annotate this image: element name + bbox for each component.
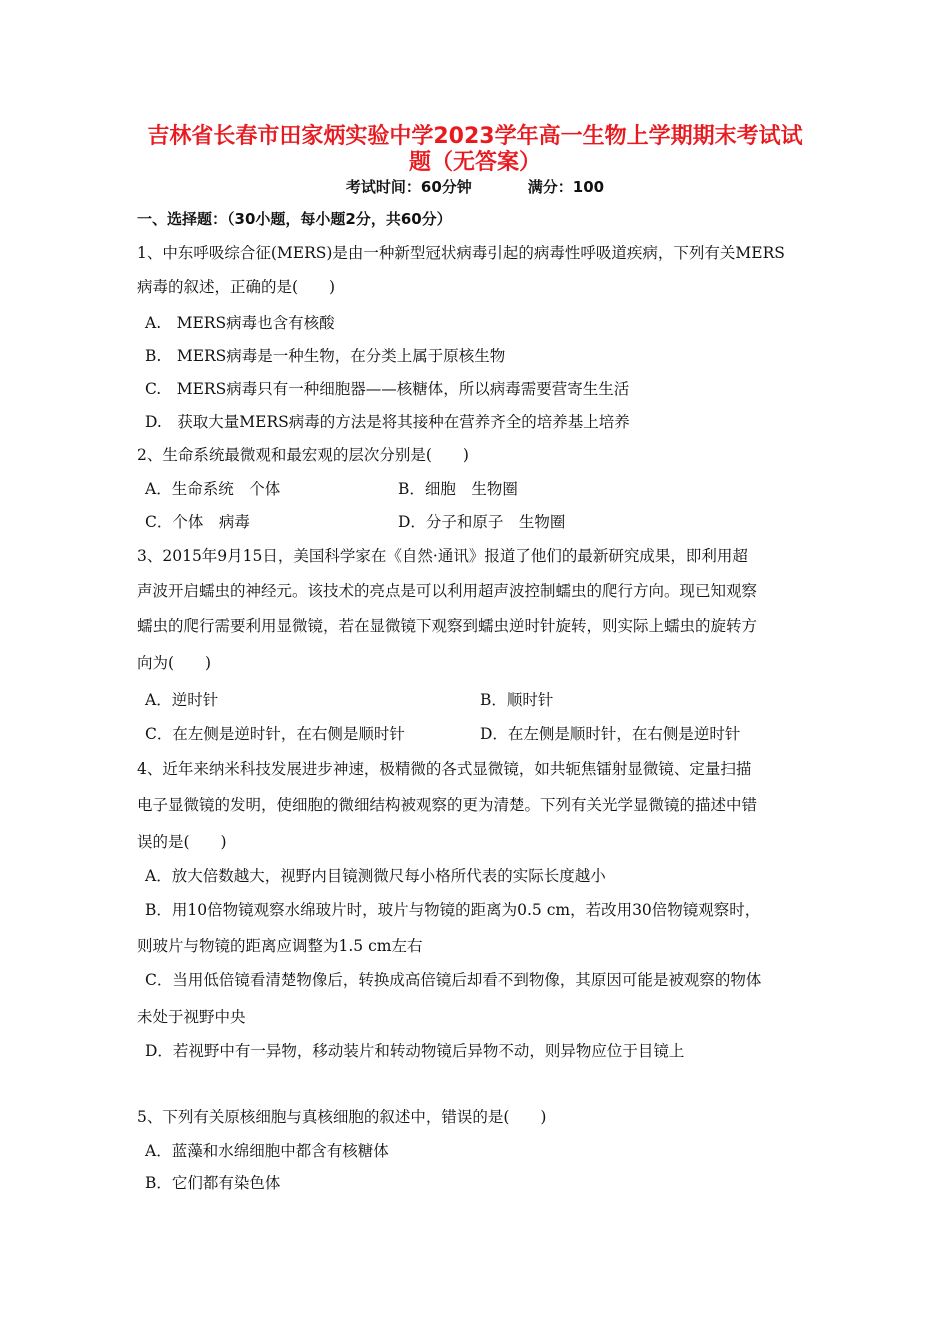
q2-option-c: C．个体 病毒 bbox=[145, 513, 250, 531]
q3-option-b: B．顺时针 bbox=[480, 691, 554, 709]
q3-stem-line1: 3、2015年9月15日，美国科学家在《自然·通讯》报道了他们的最新研究成果，即利用超 bbox=[137, 547, 748, 565]
q3-stem-line2: 声波开启蠕虫的神经元。该技术的亮点是可以利用超声波控制蠕虫的爬行方向。现已知观察 bbox=[137, 582, 758, 600]
q3-option-d: D．在左侧是顺时针，在右侧是逆时针 bbox=[480, 725, 741, 743]
q1-option-a: A. MERS病毒也含有核酸 bbox=[145, 314, 335, 332]
q4-option-a: A．放大倍数越大，视野内目镜测微尺每小格所代表的实际长度越小 bbox=[145, 867, 606, 885]
q2-option-d: D．分子和原子 生物圈 bbox=[398, 513, 566, 531]
q4-option-d: D．若视野中有一异物，移动装片和转动物镜后异物不动，则异物应位于目镜上 bbox=[145, 1042, 685, 1060]
q3-option-a: A．逆时针 bbox=[145, 691, 219, 709]
exam-title-line2: 题（无答案） bbox=[408, 150, 541, 175]
q4-option-b-line1: B．用10倍物镜观察水绵玻片时，玻片与物镜的距离为0.5 cm，若改用30倍物镜观察时， bbox=[145, 901, 761, 919]
q5-option-b: B．它们都有染色体 bbox=[145, 1174, 281, 1192]
q1-option-b: B. MERS病毒是一种生物，在分类上属于原核生物 bbox=[145, 347, 506, 365]
q1-option-d: D. 获取大量MERS病毒的方法是将其接种在营养齐全的培养基上培养 bbox=[145, 413, 630, 431]
q2-option-a: A．生命系统 个体 bbox=[145, 480, 281, 498]
q2-option-b: B．细胞 生物圈 bbox=[398, 480, 518, 498]
exam-time: 考试时间：60分钟 bbox=[345, 178, 472, 196]
exam-title-line1: 吉林省长春市田家炳实验中学2023学年高一生物上学期期末考试试 bbox=[147, 124, 803, 149]
q4-option-b-line2: 则玻片与物镜的距离应调整为1.5 cm左右 bbox=[137, 937, 423, 955]
q1-stem-line1: 1、中东呼吸综合征(MERS)是由一种新型冠状病毒引起的病毒性呼吸道疾病，下列有关MERS bbox=[137, 244, 785, 262]
full-score: 满分：100 bbox=[527, 178, 605, 196]
section-heading: 一、选择题：（30小题，每小题2分，共60分） bbox=[137, 210, 452, 228]
q5-stem: 5、下列有关原核细胞与真核细胞的叙述中，错误的是( ) bbox=[137, 1108, 547, 1126]
q4-stem-line2: 电子显微镜的发明，使细胞的微细结构被观察的更为清楚。下列有关光学显微镜的描述中错 bbox=[137, 796, 758, 814]
q2-stem: 2、生命系统最微观和最宏观的层次分别是( ) bbox=[137, 446, 469, 464]
q5-option-a: A．蓝藻和水绵细胞中都含有核糖体 bbox=[145, 1142, 389, 1160]
q3-option-c: C．在左侧是逆时针，在右侧是顺时针 bbox=[145, 725, 405, 743]
q3-stem-line4: 向为( ) bbox=[137, 654, 212, 672]
exam-info bbox=[0, 176, 950, 197]
q3-stem-line3: 蠕虫的爬行需要利用显微镜，若在显微镜下观察到蠕虫逆时针旋转，则实际上蠕虫的旋转方 bbox=[137, 617, 758, 635]
q1-stem-line2: 病毒的叙述，正确的是( ) bbox=[137, 278, 336, 296]
q4-option-c-line1: C．当用低倍镜看清楚物像后，转换成高倍镜后却看不到物像，其原因可能是被观察的物体 bbox=[145, 971, 762, 989]
q4-stem-line3: 误的是( ) bbox=[137, 833, 227, 851]
q4-stem-line1: 4、近年来纳米科技发展进步神速，极精微的各式显微镜，如共轭焦镭射显微镜、定量扫描 bbox=[137, 760, 752, 778]
q1-option-c: C. MERS病毒只有一种细胞器——核糖体，所以病毒需要营寄生生活 bbox=[145, 380, 630, 398]
q4-option-c-line2: 未处于视野中央 bbox=[137, 1008, 246, 1026]
